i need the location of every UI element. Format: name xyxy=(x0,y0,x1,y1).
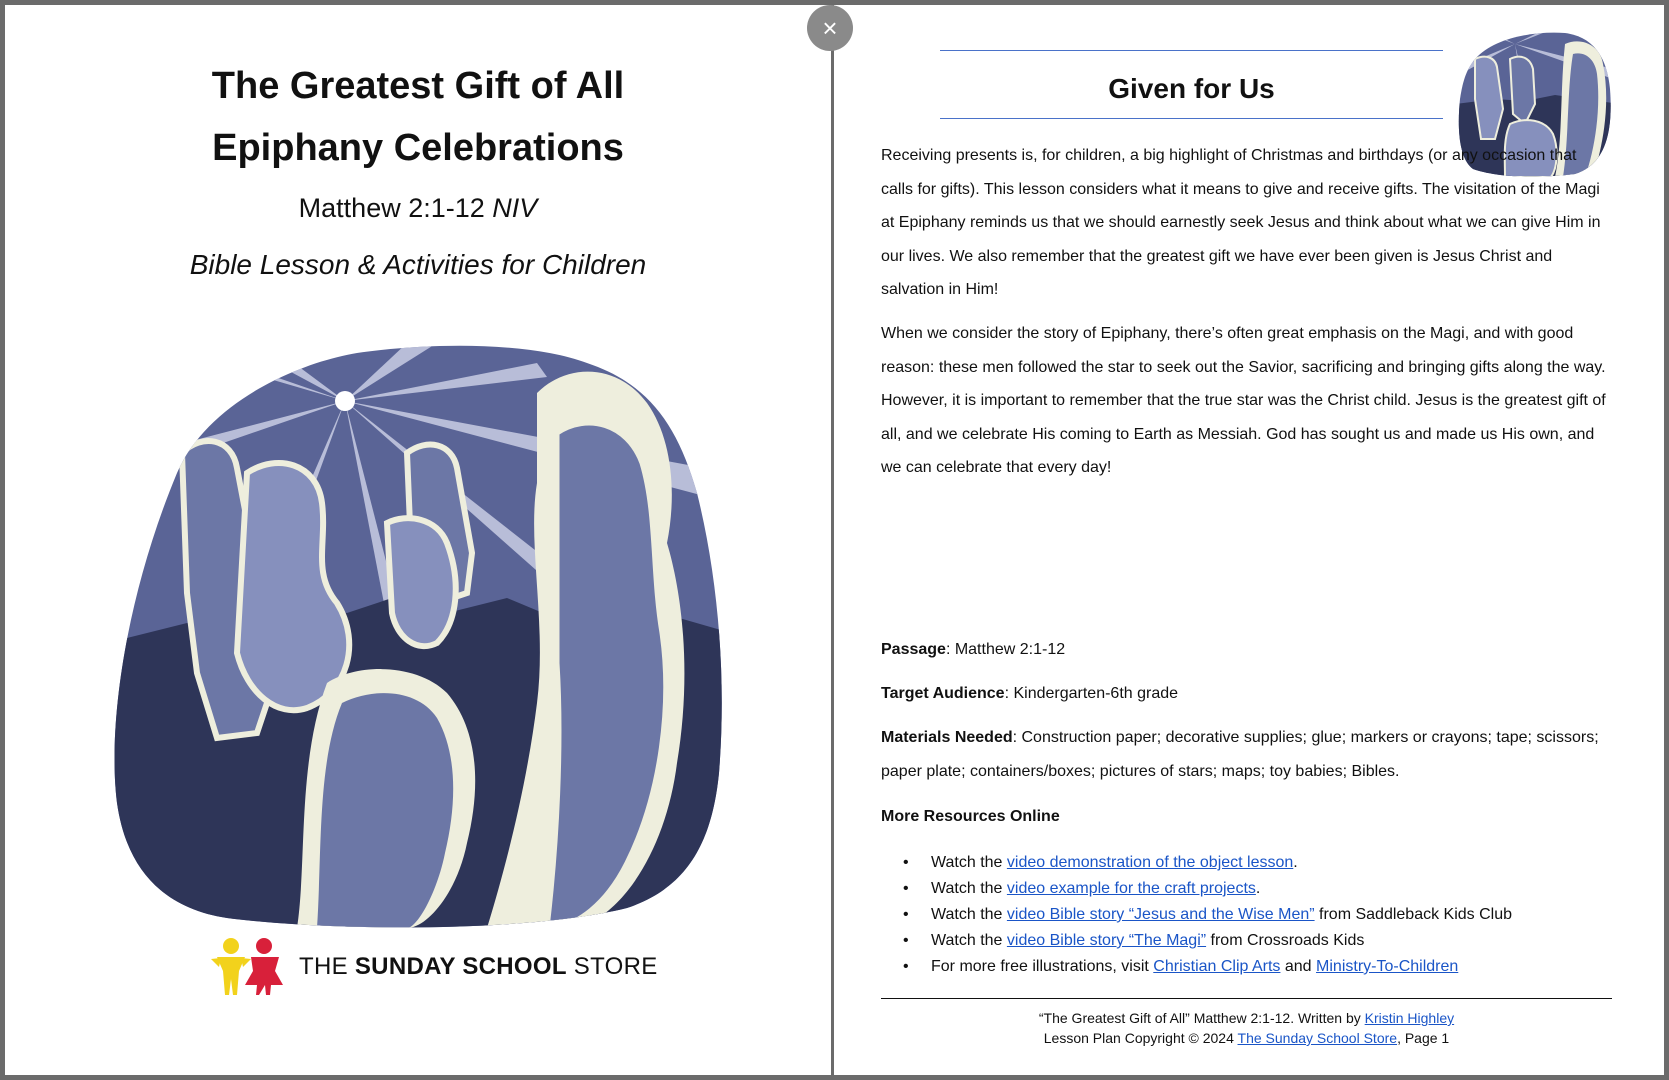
bible-version: NIV xyxy=(492,193,538,223)
store-link[interactable]: The Sunday School Store xyxy=(1237,1030,1398,1046)
wise-men-video-link[interactable]: video Bible story “Jesus and the Wise Men” xyxy=(1006,906,1315,923)
close-icon[interactable]: × xyxy=(807,5,853,51)
heading-rule-bottom xyxy=(940,118,1443,119)
footer-divider xyxy=(881,998,1612,999)
magi-illustration xyxy=(107,343,731,928)
bullet-icon: • xyxy=(903,958,909,975)
magi-video-link[interactable]: video Bible story “The Magi” xyxy=(1006,932,1207,949)
audience-label: Target Audience xyxy=(881,685,1005,702)
materials-label: Materials Needed xyxy=(881,729,1013,746)
bullet-icon: • xyxy=(903,932,909,949)
lesson-heading: Given for Us xyxy=(1108,73,1275,104)
cover-page xyxy=(5,5,831,1075)
list-item: • For more free illustrations, visit Christian Clip Arts and Ministry-To-Children xyxy=(881,954,1621,980)
cover-reference xyxy=(5,193,831,224)
footer-line-1: “The Greatest Gift of All” Matthew 2:1-12. Written by Kristin Highley xyxy=(1038,1010,1455,1026)
audience-line xyxy=(881,677,1621,711)
cover-title-line2: Epiphany Celebrations xyxy=(212,127,624,169)
bullet-icon: • xyxy=(903,880,909,897)
materials-value: : Construction paper; decorative supplies; glue; markers or crayons; tape; scissors; paper plate; containers/boxes; pictures of stars; maps; toy babies; Bibles. xyxy=(881,729,1599,780)
list-item: • Watch the video Bible story “The Magi” from Crossroads Kids xyxy=(881,928,1621,954)
list-item: • Watch the video Bible story “Jesus and the Wise Men” from Saddleback Kids Club xyxy=(881,902,1621,928)
object-lesson-video-link[interactable]: video demonstration of the object lesson xyxy=(1006,854,1294,871)
craft-video-link[interactable]: video example for the craft projects xyxy=(1006,880,1256,897)
footer-line-2: Lesson Plan Copyright © 2024 The Sunday School Store, Page 1 xyxy=(1043,1030,1450,1046)
author-link[interactable]: Kristin Highley xyxy=(1364,1010,1455,1026)
lesson-page xyxy=(834,5,1664,1075)
resources-list xyxy=(881,850,1621,980)
heading-rule-top xyxy=(940,50,1443,51)
kids-logo-icon xyxy=(209,937,287,997)
page-footer xyxy=(881,1008,1612,1048)
resources-heading: More Resources Online xyxy=(881,808,1060,825)
ministry-to-children-link[interactable]: Ministry-To-Children xyxy=(1316,958,1459,975)
christian-clip-arts-link[interactable]: Christian Clip Arts xyxy=(1153,958,1281,975)
cover-title-line1: The Greatest Gift of All xyxy=(211,65,625,107)
bullet-icon: • xyxy=(903,854,909,871)
passage-label: Passage xyxy=(881,641,946,658)
reference-text: Matthew 2:1-12 xyxy=(298,193,485,223)
intro-paragraph-1: Receiving presents is, for children, a big highlight of Christmas and birthdays (or any occasion that calls for gifts). This lesson considers what it means to give and receive gifts. The visitation of the Magi at Epiphany reminds us that we should earnestly seek Jesus and think about what we can give Him in our lives. We also remember that the greatest gift we have ever been given is Jesus Christ and salvation in Him! xyxy=(881,147,1601,298)
brand-logo xyxy=(209,937,658,997)
bullet-icon: • xyxy=(903,906,909,923)
cover-subtitle: Bible Lesson & Activities for Children xyxy=(189,249,647,280)
passage-line xyxy=(881,633,1621,667)
materials-line xyxy=(881,721,1621,788)
intro-paragraph-2: When we consider the story of Epiphany, there’s often great emphasis on the Magi, and with good reason: these men followed the star to seek out the Savior, sacrificing and bringing gifts along the way. However, it is important to remember that the true star was the Christ child. Jesus is the greatest gift of all, and we celebrate His coming to Earth as Messiah. God has sought us and made us His own, and we can celebrate that every day! xyxy=(881,325,1606,476)
audience-value: : Kindergarten-6th grade xyxy=(1004,685,1179,702)
list-item: • Watch the video demonstration of the object lesson. xyxy=(881,850,1621,876)
list-item: • Watch the video example for the craft projects. xyxy=(881,876,1621,902)
passage-value: : Matthew 2:1-12 xyxy=(945,641,1066,658)
brand-wordmark: THE SUNDAY SCHOOL STORE xyxy=(299,953,658,980)
